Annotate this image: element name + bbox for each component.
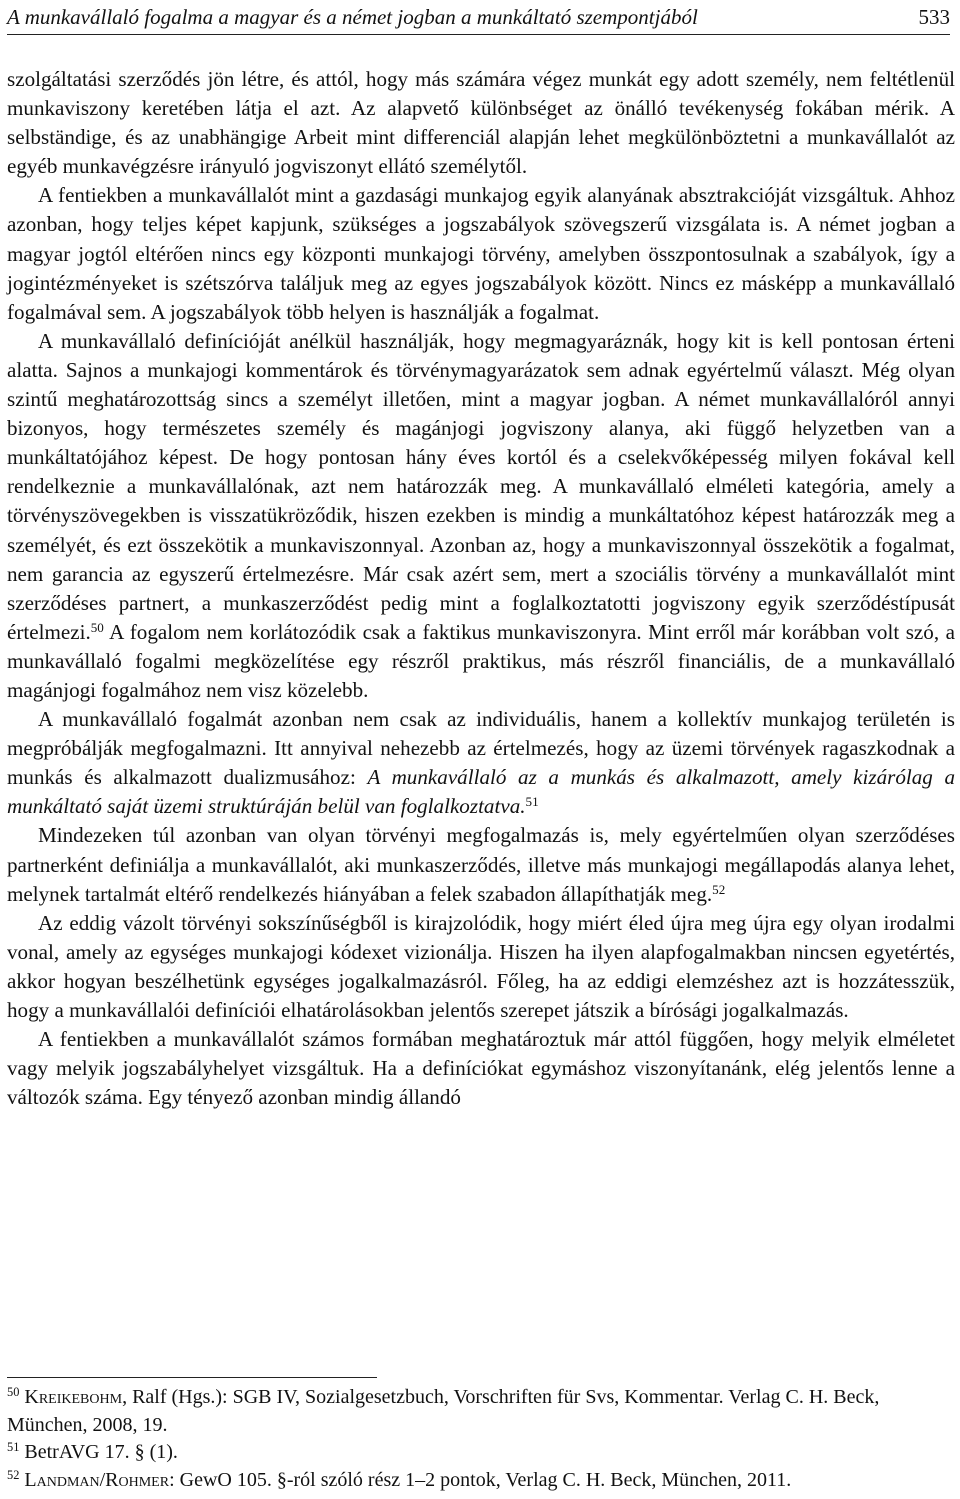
footnote-number: 51 bbox=[7, 1440, 20, 1455]
footnote bbox=[7, 1467, 955, 1495]
paragraph bbox=[7, 181, 955, 326]
text-run: A munkavállaló definícióját anélkül használják, hogy megmagyaráznák, hogy kit is kell pontosan érteni alatta. Sajnos a munkajogi kommentárok és törvénymagyarázatok sem adnak egyértelmű választ. Még olyan szintű meghatározottság sincs a személyt illetően, mint a magyar jogban. A német munkavállalóról annyi bizonyos, hogy természetes személy és magánjogi jogviszony alanya, aki függő helyzetben van a munkáltatójához képest. De hogy pontosan hány éves kortól és a cselekvőképesség milyen fokával kell rendelkeznie a munkavállalónak, azt nem határozzák meg. A munkavállaló elméleti kategória, amely a törvényszövegekben is visszatükröződik, hiszen ezekben is mindig a munkáltatóhoz képest határozzák meg a személyét, és ezt összekötik a munkaviszonnyal. Azonban az, hogy a munkaviszonnyal összekötik a fogalmat, nem garancia az egyszerű értelmezésre. Már csak azért sem, mert a szociális törvény a munkavállalót mint szerződéses partnert, a munkaszerződést pedig mint a foglalkoztatotti jogviszony egyik szerződéstípusát értelmezi. bbox=[7, 328, 955, 644]
text-run: , Ralf (Hgs.): SGB IV, Sozialgesetzbuch, Vorschriften für Svs, Kommentar. Verlag C. H. Beck, München, 2008, 19. bbox=[7, 1386, 880, 1436]
author-name: Landman bbox=[24, 1468, 100, 1491]
text-run: A munkavállaló fogalmát azonban nem csak az individuális, hanem a kollektív munkajog területén is megpróbálják megfogalmazni. Itt annyival nehezebb az értelmezés, hogy az üzemi törvények ragaszkodnak a munkás és alkalmazott dualizmusához: bbox=[7, 707, 955, 790]
footnote bbox=[7, 1384, 955, 1439]
text-run: A fentiekben a munkavállalót számos formában meghatároztuk már attól függően, hogy melyik elméletet vagy melyik jogszabályhelyet vizsgáltuk. Ha a definíciókat egymáshoz viszonyítanánk, elég jelentős lenne a változók száma. Egy tényező azonban mindig állandó bbox=[7, 1027, 955, 1110]
text-run: BetrAVG 17. § (1). bbox=[19, 1441, 178, 1463]
paragraph bbox=[7, 65, 955, 181]
footnotes bbox=[7, 1384, 955, 1494]
text-run: A fentiekben a munkavállalót mint a gazdasági munkajog egyik alanyának absztrakcióját vizsgáltuk. Ahhoz azonban, hogy teljes képet kapjunk, szükséges a jogszabályok szövegszerű vizsgálata is. A német jogban a magyar jogtól eltérően nincs egy központi munkajogi törvény, amelyben összpontosulnak a szabályok, így a jogintézményeket is szétszórva találjuk meg az egyes jogszabályok között. Nincs ez másképp a munkavállaló fogalmával sem. A jogszabályok több helyen is használják a fogalmat. bbox=[7, 183, 955, 324]
italic-text: A munkavállaló az a munkás és alkalmazott, amely kizárólag a munkáltató saját üzemi struktúráján belül van foglalkoztatva. bbox=[7, 765, 955, 819]
text-run: Mindezeken túl azonban van olyan törvényi megfogalmazás is, mely egyértelműen olyan szerződéses partnerként definiálja a munkavállalót, aki munkaszerződés, illetve más munkajogi megállapodás alanya lehet, melynek tartalmát eltérő rendelkezés hiányában a felek szabadon állapíthatják meg. bbox=[7, 823, 955, 906]
running-header bbox=[7, 0, 950, 35]
footnote-ref: 50 bbox=[90, 619, 104, 635]
author-name: Kreikebohm bbox=[24, 1386, 123, 1408]
footnote-divider bbox=[7, 1377, 377, 1378]
text-run: A fogalom nem korlátozódik csak a faktikus munkaviszonyra. Mint erről már korábban volt szó, a munkavállaló fogalmi megközelítése egy részről praktikus, más részről financiális, de a munkavállaló magánjogi fogalmához nem visz közelebb. bbox=[7, 619, 955, 702]
text-run: / bbox=[99, 1468, 106, 1491]
footnote-number: 50 bbox=[7, 1385, 20, 1400]
footnote-ref: 51 bbox=[525, 794, 539, 810]
paragraph bbox=[7, 327, 955, 705]
footnote bbox=[7, 1439, 955, 1467]
footnote-ref: 52 bbox=[712, 881, 726, 897]
paragraph bbox=[7, 821, 955, 908]
running-title: A munkavállaló fogalma a magyar és a német jogban a munkáltató szempontjából bbox=[7, 5, 698, 29]
paragraph bbox=[7, 909, 955, 1025]
text-run: Az eddig vázolt törvényi sokszínűségből is kirajzolódik, hogy miért éled újra meg újra egy olyan irodalmi vonal, amely az egységes munkajogi kódexet vizionálja. Hiszen ha ilyen alapfogalmakban nincsen egyetértés, akkor hogyan beszélhetünk egységes jogalkalmazásról. Főleg, ha az eddigi elemzéshez azt is hozzátesszük, hogy a munkavállalói definíciói elhatárolásokban jelentős szerepet játszik a bírósági jogalkalmazás. bbox=[7, 910, 955, 1022]
text-run: szolgáltatási szerződés jön létre, és attól, hogy más számára végez munkát egy adott személy, nem feltétlenül munkaviszony keretében látja el azt. Az alapvető különbséget az önálló tevékenység fokában mérik. A selbständige, és az unabhängige Arbeit mint differenciál alapján lehet megkülönböztetni a munkavállalót az egyéb munkavégzésre irányuló jogviszonyt ellátó személytől. bbox=[7, 67, 955, 179]
paragraph bbox=[7, 1025, 955, 1112]
paragraph bbox=[7, 705, 955, 821]
author-name: Rohmer bbox=[105, 1468, 170, 1491]
text-run: : GewO 105. §-ról szóló rész 1–2 pontok, Verlag C. H. Beck, München, 2011. bbox=[169, 1468, 792, 1491]
body-text bbox=[7, 65, 955, 1112]
page-number: 533 bbox=[918, 5, 950, 29]
footnote-number: 52 bbox=[7, 1467, 20, 1482]
